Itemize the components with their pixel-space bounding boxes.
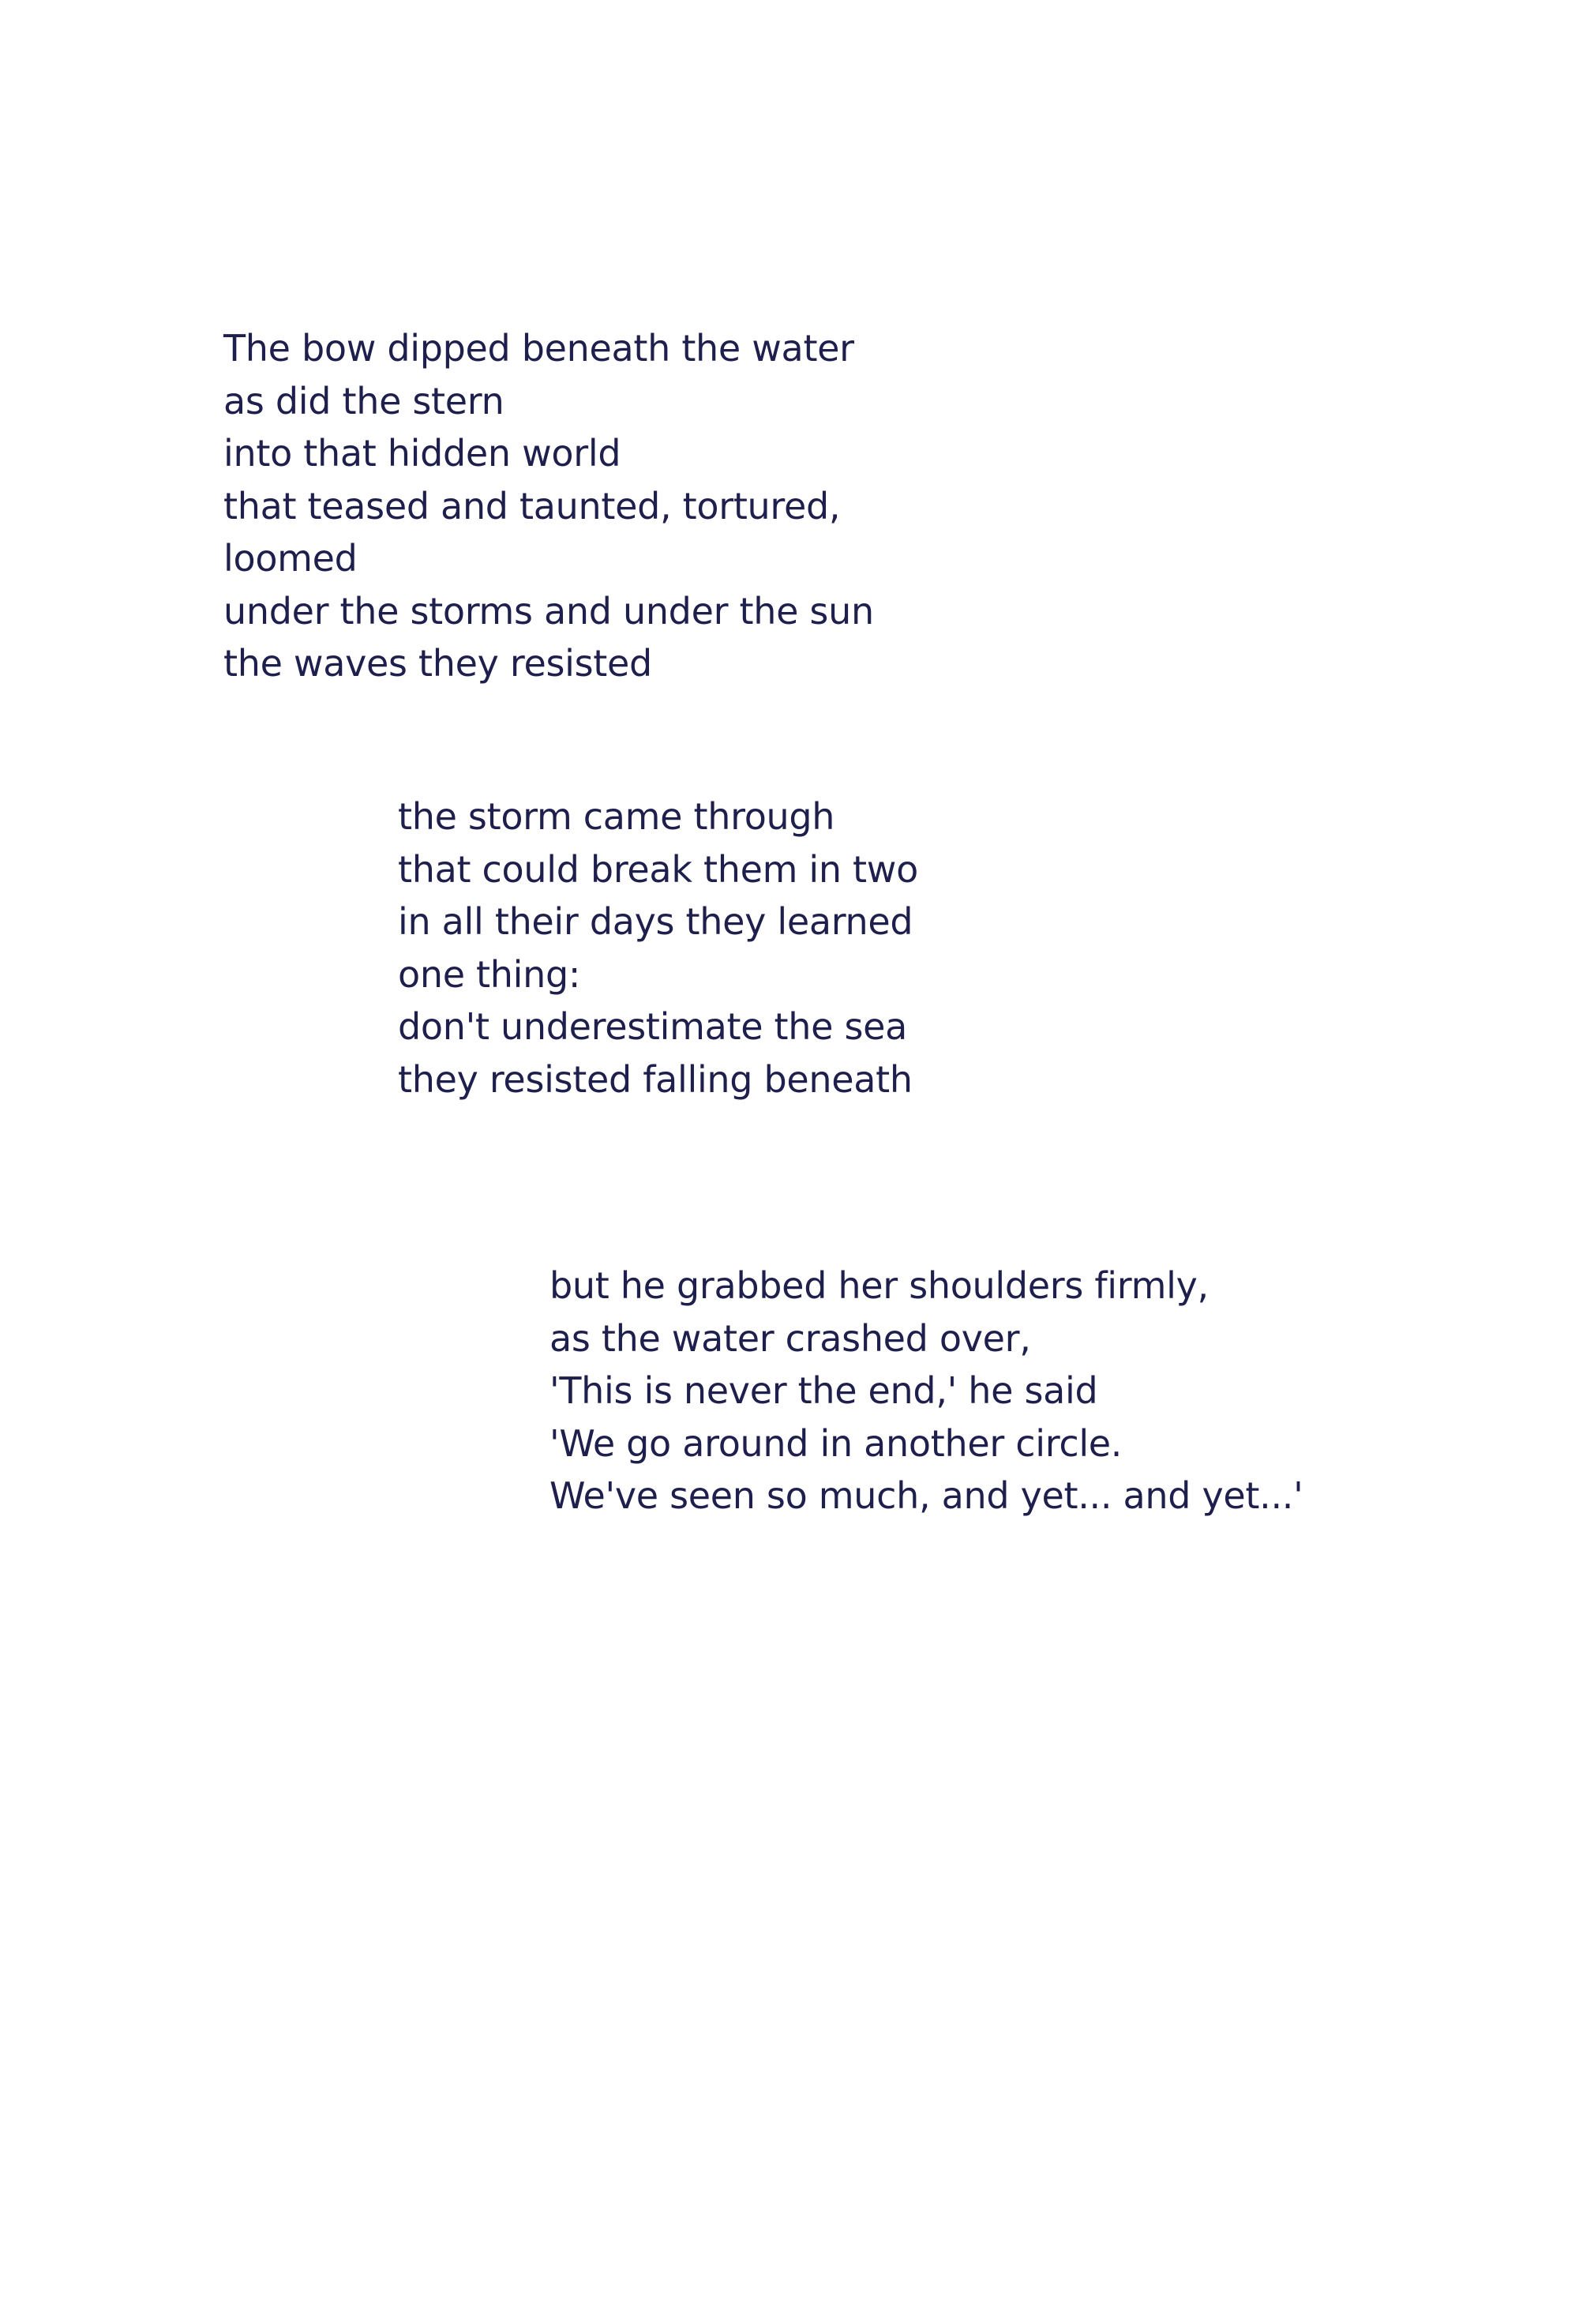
poem-line: the storm came through bbox=[398, 795, 835, 838]
poem-line: that teased and taunted, tortured, bbox=[223, 484, 841, 527]
poem-stanza-3 bbox=[549, 1260, 1303, 1522]
poem-line: one thing: bbox=[398, 952, 581, 996]
poem-line: under the storms and under the sun bbox=[223, 589, 874, 633]
poem-line: loomed bbox=[223, 537, 358, 580]
poem-stanza-1 bbox=[223, 322, 874, 690]
poem-line: We've seen so much, and yet... and yet...' bbox=[549, 1474, 1303, 1517]
poem-line: as did the stern bbox=[223, 379, 504, 422]
poem-line: The bow dipped beneath the water bbox=[223, 327, 854, 370]
poem-line: the waves they resisted bbox=[223, 642, 652, 685]
poem-line: into that hidden world bbox=[223, 432, 621, 475]
poem-line: but he grabbed her shoulders firmly, bbox=[549, 1264, 1209, 1307]
poem-stanza-2 bbox=[398, 790, 918, 1106]
poem-line: 'This is never the end,' he said bbox=[549, 1369, 1098, 1412]
poem-line: don't underestimate the sea bbox=[398, 1005, 908, 1048]
poem-line: as the water crashed over, bbox=[549, 1316, 1031, 1360]
poem-line: that could break them in two bbox=[398, 847, 918, 891]
poem-line: 'We go around in another circle. bbox=[549, 1421, 1123, 1465]
poem-line: they resisted falling beneath bbox=[398, 1057, 913, 1101]
poem-line: in all their days they learned bbox=[398, 900, 913, 943]
